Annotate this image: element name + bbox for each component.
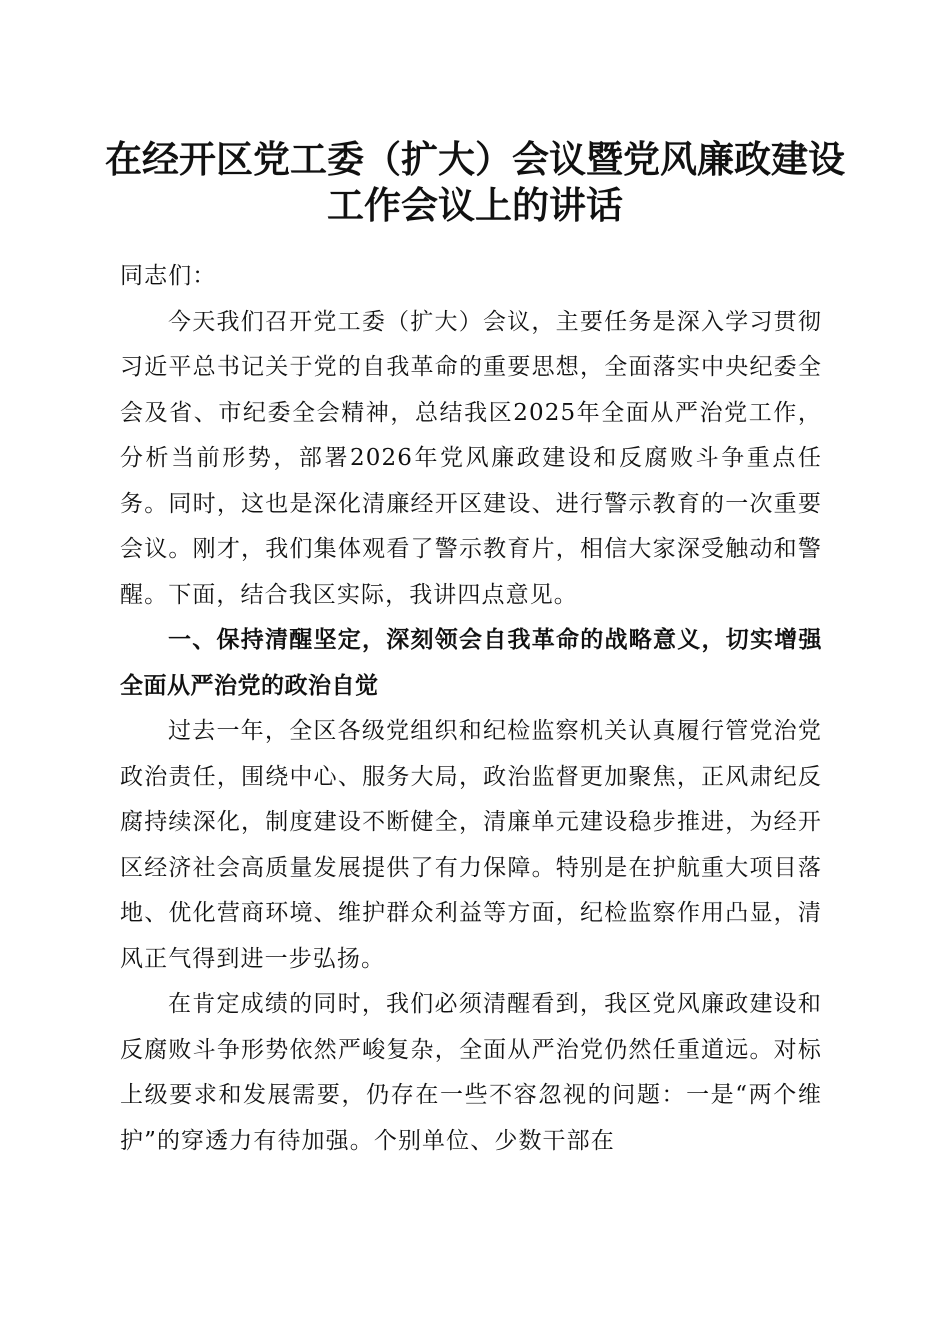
section-heading-1: 一、保持清醒坚定，深刻领会自我革命的战略意义，切实增强全面从严治党的政治自觉: [120, 627, 822, 699]
document-title-line-2: 工作会议上的讲话: [327, 183, 623, 227]
salutation: 同志们：: [120, 263, 217, 289]
document-body: [120, 254, 822, 1164]
paragraph-intro: 今天我们召开党工委（扩大）会议，主要任务是深入学习贯彻习近平总书记关于党的自我革命的重要思想，全面落实中央纪委全会及省、市纪委全会精神，总结我区2025年全面从严治党工作，分析当前形势，部署2026年党风廉政建设和反腐败斗争重点任务。同时，这也是深化清廉经开区建设、进行警示教育的一次重要会议。刚才，我们集体观看了警示教育片，相信大家深受触动和警醒。下面，结合我区实际，我讲四点意见。: [120, 308, 822, 608]
paragraph-problems: 在肯定成绩的同时，我们必须清醒看到，我区党风廉政建设和反腐败斗争形势依然严峻复杂，全面从严治党仍然任重道远。对标上级要求和发展需要，仍存在一些不容忽视的问题：一是“两个维护”的穿透力有待加强。个别单位、少数干部在: [120, 991, 822, 1154]
paragraph-achievements: 过去一年，全区各级党组织和纪检监察机关认真履行管党治党政治责任，围绕中心、服务大局，政治监督更加聚焦，正风肃纪反腐持续深化，制度建设不断健全，清廉单元建设稳步推进，为经开区经济社会高质量发展提供了有力保障。特别是在护航重大项目落地、优化营商环境、维护群众利益等方面，纪检监察作用凸显，清风正气得到进一步弘扬。: [120, 718, 822, 972]
document-title-line-1: 在经开区党工委（扩大）会议暨党风廉政建设: [105, 137, 845, 181]
